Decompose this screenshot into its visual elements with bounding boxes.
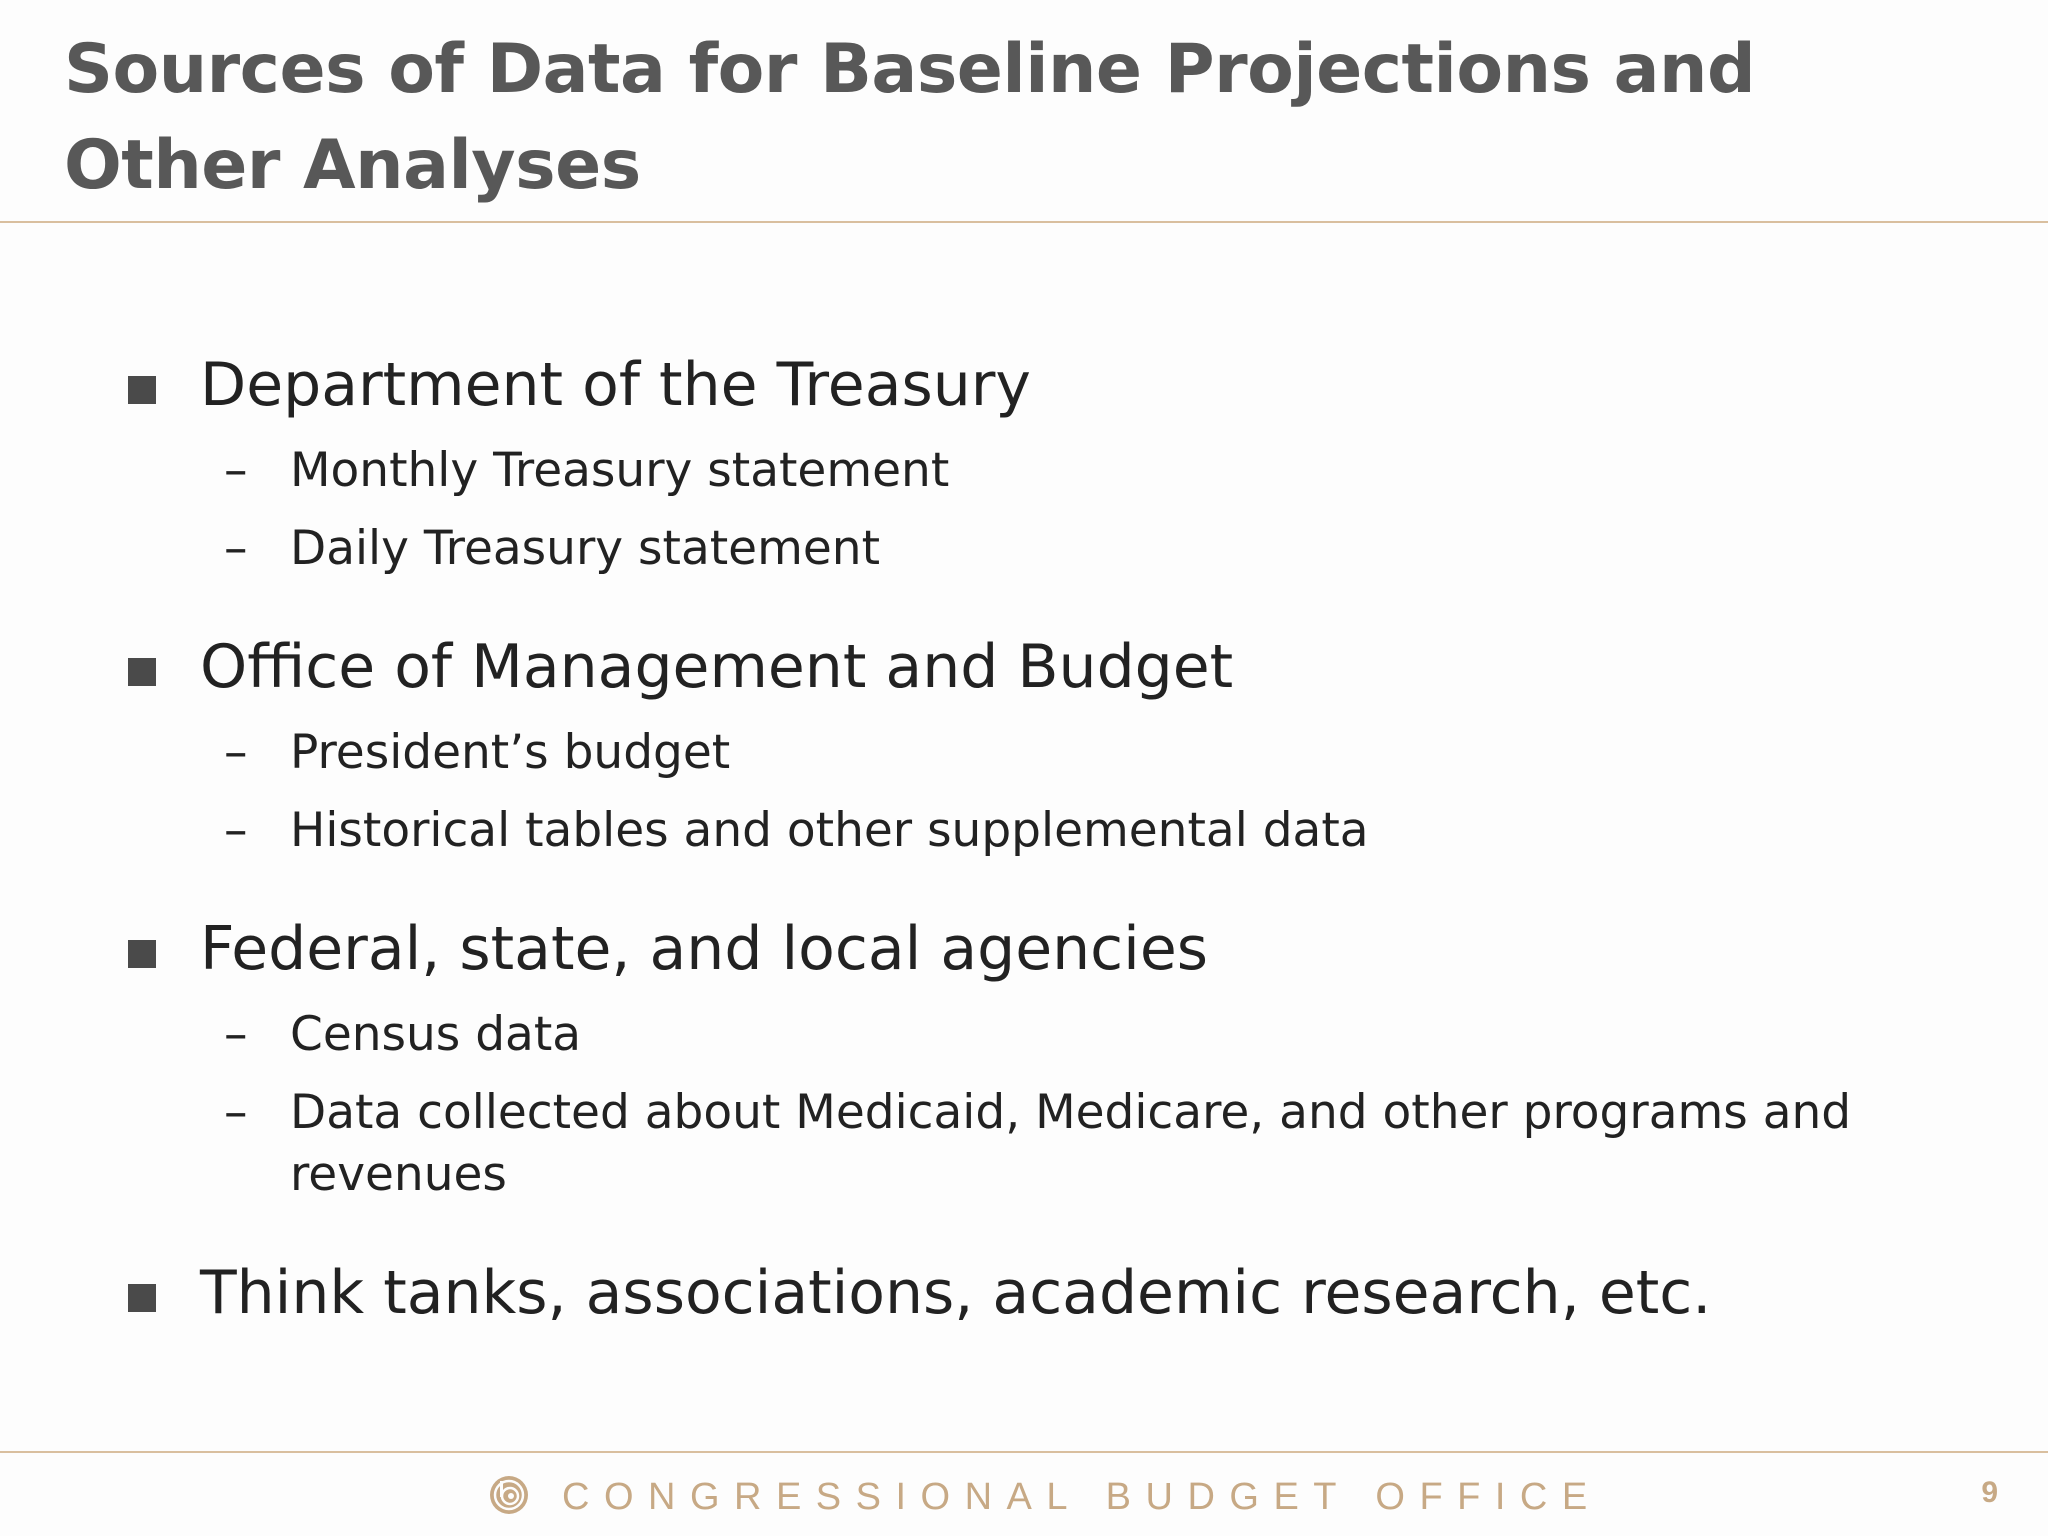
sub-item-label: Monthly Treasury statement [290,443,950,498]
sub-item-label: Data collected about Medicaid, Medicare, and other programs and revenues [290,1085,1852,1202]
sub-item-medicaid-medicare [224,1082,1904,1206]
slide-title-line-2: Other Analyses [64,126,641,205]
bullet-item-treasury [128,350,1928,422]
dash-icon: – [224,443,248,498]
sub-item-monthly-treasury [224,440,1904,502]
bullet-label: Think tanks, associations, academic research, etc. [200,1258,1712,1328]
dash-icon: – [224,1007,248,1062]
dash-icon: – [224,1085,248,1140]
sub-item-label: Historical tables and other supplemental data [290,803,1369,858]
sub-item-presidents-budget [224,722,1904,784]
bullet-item-think-tanks [128,1258,1928,1330]
sub-item-label: Daily Treasury statement [290,521,881,576]
title-divider [0,221,2048,223]
page-number: 9 [1981,1476,1998,1509]
bullet-square-icon [128,376,156,404]
sub-item-daily-treasury [224,518,1904,580]
bullet-label: Department of the Treasury [200,350,1031,420]
bullet-item-omb [128,632,1928,704]
sub-item-census [224,1004,1904,1066]
organization-name: CONGRESSIONAL BUDGET OFFICE [562,1476,1602,1518]
dash-icon: – [224,725,248,780]
sub-item-label: Census data [290,1007,582,1062]
bullet-label: Federal, state, and local agencies [200,914,1208,984]
cbo-logo-icon [488,1474,530,1516]
sub-item-label: President’s budget [290,725,731,780]
footer-divider [0,1451,2048,1453]
slide-title [64,22,1864,214]
dash-icon: – [224,521,248,576]
bullet-label: Office of Management and Budget [200,632,1234,702]
bullet-square-icon [128,658,156,686]
sub-item-historical-tables [224,800,1904,862]
bullet-item-agencies [128,914,1928,986]
slide-footer [0,1472,2048,1520]
slide-title-line-1: Sources of Data for Baseline Projections and [64,30,1756,109]
bullet-square-icon [128,1284,156,1312]
dash-icon: – [224,803,248,858]
bullet-square-icon [128,940,156,968]
